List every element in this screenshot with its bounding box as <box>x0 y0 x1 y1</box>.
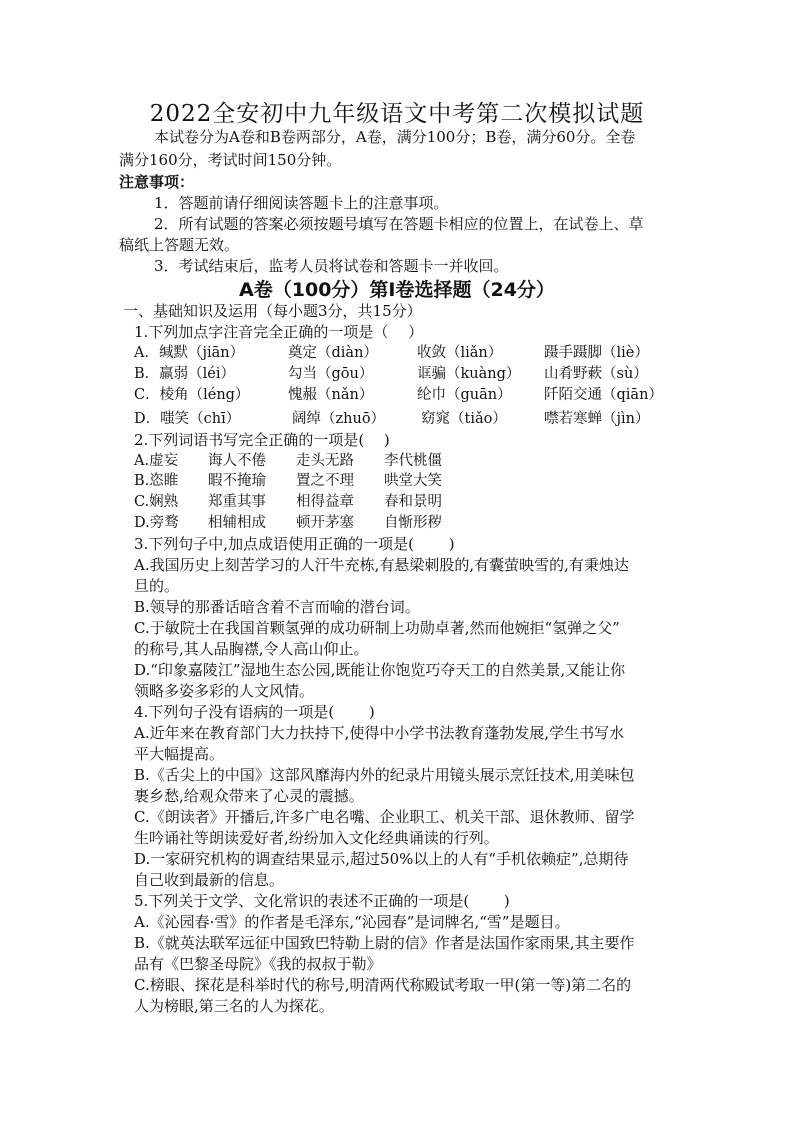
notice-item-2-cont: 稿纸上答题无效。 <box>119 236 240 254</box>
q3-line-2: 旦的。 <box>134 577 180 595</box>
q4-line-5: C.《朗读者》开播后,许多广电名嘴、企业职工、机关干部、退休教师、留学 <box>134 808 635 826</box>
q4-line-2: 平大幅提高。 <box>134 745 225 763</box>
q1-option-a-3: 收敛（liǎn） <box>417 345 503 361</box>
q5-line-3: 品有《巴黎圣母院》《我的叔叔于勒》 <box>134 955 382 973</box>
q2-option-c-1: C.娴熟 <box>134 494 179 510</box>
q1-option-a-2: 奠定（diàn） <box>288 345 378 361</box>
q4-line-8: 自己收到最新的信息。 <box>134 871 285 889</box>
q4-line-1: A.近年来在教育部门大力扶持下,使得中小学书法教育蓬勃发展,学生书写水 <box>134 724 625 742</box>
q3-line-5: 的称号,其人品胸襟,令人高山仰止。 <box>134 640 369 658</box>
q3-line-6: D.“印象嘉陵江”湿地生态公园,既能让你饱览巧夺天工的自然美景,又能让你 <box>134 661 626 679</box>
q5-line-1: A.《沁园春·雪》的作者是毛泽东,“沁园春”是词牌名,“雪”是题目。 <box>134 913 570 931</box>
q2-option-c-3: 相得益章 <box>296 494 354 510</box>
q1-option-a-1: A．缄默（jiān） <box>134 345 245 361</box>
q1-option-b-1: B．羸弱（léi） <box>134 366 236 382</box>
q2-option-b-1: B.恣睢 <box>134 473 179 489</box>
q1-option-d-1: D．嗤笑（chī） <box>134 411 241 427</box>
part-one-heading: 一、基础知识及运用（每小题3分，共15分） <box>123 302 422 320</box>
q4-line-7: D.一家研究机构的调查结果显示,超过50%以上的人有“手机依赖症”,总期待 <box>134 850 629 868</box>
q5-line-2: B.《就英法联军远征中国致巴特勒上尉的信》作者是法国作家雨果,其主要作 <box>134 934 635 952</box>
q5-stem: 5.下列关于文学、文化常识的表述不正确的一项是( ) <box>134 892 510 910</box>
q1-option-b-2: 勾当（gōu） <box>288 366 374 382</box>
q2-option-b-4: 哄堂大笑 <box>384 473 442 489</box>
q4-line-4: 裹乡愁,给观众带来了心灵的震撼。 <box>134 787 364 805</box>
q2-option-a-4: 李代桃僵 <box>384 453 442 469</box>
section-title: A卷（100分）第Ⅰ卷选择题（24分） <box>239 279 555 301</box>
q1-option-a-4: 蹑手蹑脚（liè） <box>544 345 649 361</box>
q2-option-b-3: 置之不理 <box>296 473 354 489</box>
q2-option-d-2: 相辅相成 <box>208 515 266 531</box>
q3-line-4: C.于敏院士在我国首颗氢弹的成功研制上功勋卓著,然而他婉拒“氢弹之父” <box>134 619 620 637</box>
notice-item-2: 2．所有试题的答案必须按题号填写在答题卡相应的位置上，在试卷上、草 <box>154 215 644 233</box>
q3-line-7: 领略多姿多彩的人文风情。 <box>134 682 315 700</box>
q2-option-a-3: 走头无路 <box>296 453 354 469</box>
q2-option-c-4: 春和景明 <box>384 494 442 510</box>
q3-line-1: A.我国历史上刻苦学习的人汗牛充栋,有悬梁刺股的,有囊萤映雪的,有秉烛达 <box>134 556 629 574</box>
notice-item-1: 1．答题前请仔细阅读答题卡上的注意事项。 <box>154 194 449 212</box>
q1-option-d-3: 窈窕（tiǎo） <box>421 411 507 427</box>
q3-stem: 3.下列句子中,加点成语使用正确的一项是( ) <box>134 535 455 553</box>
q2-option-a-1: A.虚妄 <box>134 453 179 469</box>
q1-option-c-3: 纶巾（guān） <box>417 387 512 403</box>
q1-option-b-3: 诓骗（kuàng） <box>417 366 521 382</box>
q2-stem: 2.下列词语书写完全正确的一项是( ) <box>134 431 390 449</box>
q4-line-6: 生吟诵社等朗读爱好者,纷纷加入文化经典诵读的行列。 <box>134 829 499 847</box>
q2-option-d-3: 顿开茅塞 <box>296 515 354 531</box>
q4-line-3: B.《舌尖上的中国》这部风靡海内外的纪录片用镜头展示烹饪技术,用美味包 <box>134 766 635 784</box>
q1-stem: 1.下列加点字注音完全正确的一项是（ ） <box>134 323 424 341</box>
q2-option-a-2: 诲人不倦 <box>208 453 266 469</box>
q1-option-c-1: C．棱角（léng） <box>134 387 250 403</box>
q1-option-c-2: 愧赧（nǎn） <box>288 387 374 403</box>
intro-line-1: 本试卷分为A卷和B卷两部分，A卷，满分100分；B卷，满分60分。全卷 <box>154 128 636 146</box>
q4-stem: 4.下列句子没有语病的一项是( ) <box>134 703 375 721</box>
q1-option-c-4: 阡陌交通（qiān） <box>544 387 663 403</box>
q5-line-5: 人为榜眼,第三名的人为探花。 <box>134 997 334 1015</box>
q1-option-d-2: 阔绰（zhuō） <box>292 411 386 427</box>
q2-option-d-1: D.旁骛 <box>134 515 179 531</box>
q2-option-c-2: 郑重其事 <box>208 494 266 510</box>
q2-option-b-2: 暇不掩瑜 <box>208 473 266 489</box>
exam-title: 2022全安初中九年级语文中考第二次模拟试题 <box>149 101 645 127</box>
q1-option-d-4: 噤若寒蝉（jìn） <box>544 411 650 427</box>
q3-line-3: B.领导的那番话暗含着不言而喻的潜台词。 <box>134 598 420 616</box>
q5-line-4: C.榜眼、探花是科举时代的称号,明清两代称殿试考取一甲(第一等)第二名的 <box>134 976 632 994</box>
notice-heading: 注意事项： <box>119 173 195 191</box>
intro-line-2: 满分160分，考试时间150分钟。 <box>119 151 342 169</box>
q2-option-d-4: 自惭形秽 <box>384 515 442 531</box>
q1-option-b-4: 山肴野蔌（sù） <box>544 366 648 382</box>
notice-item-3: 3．考试结束后，监考人员将试卷和答题卡一并收回。 <box>154 257 509 275</box>
